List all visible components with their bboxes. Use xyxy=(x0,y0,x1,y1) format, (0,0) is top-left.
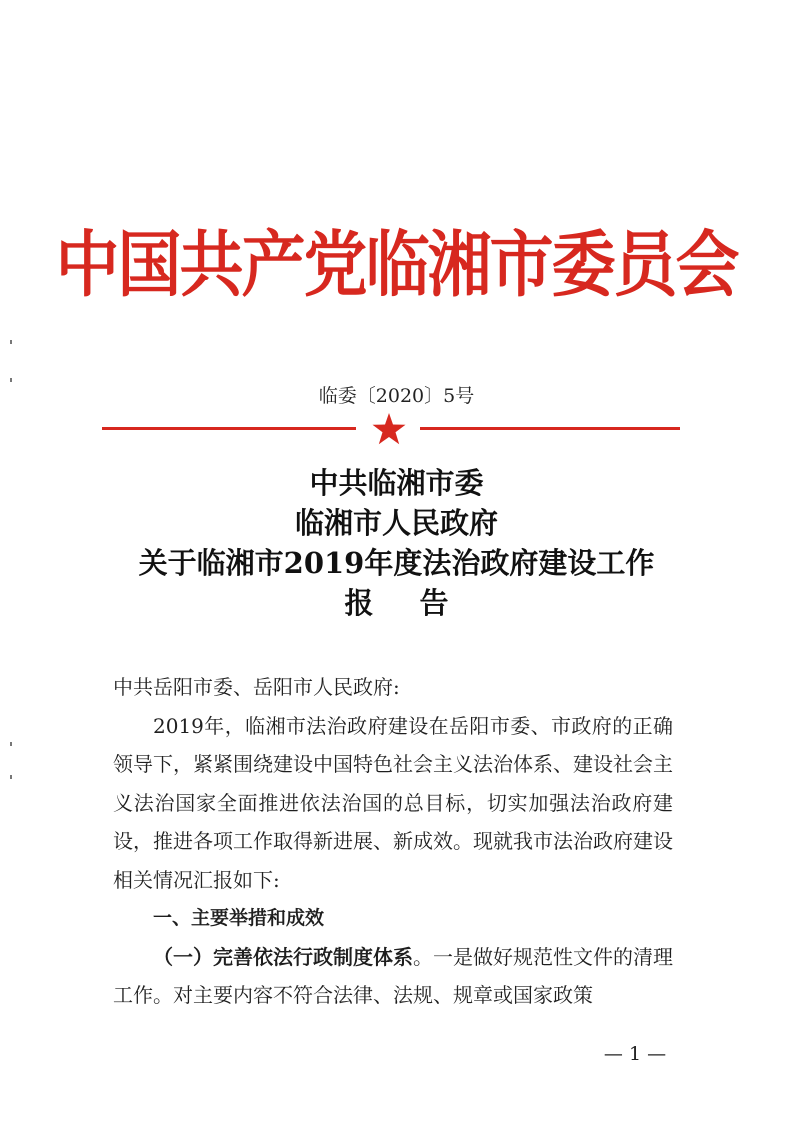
document-number: 临委〔2020〕5号 xyxy=(318,385,475,407)
scan-margin-mark xyxy=(10,775,12,779)
intro-paragraph: 2019年，临湘市法治政府建设在岳阳市委、市政府的正确领导下，紧紧围绕建设中国特色社会主义法治体系、建设社会主义法治国家全面推进依法治国的总目标，切实加强法治政府建设，推进各项工作取得新进展、新成效。现就我市法治政府建设相关情况汇报如下: xyxy=(113,713,673,892)
title-line-3: 关于临湘市2019年度法治政府建设工作 xyxy=(138,546,655,580)
star-icon xyxy=(372,413,406,445)
title-line-2: 临湘市人民政府 xyxy=(294,506,498,540)
subsection-heading-1: （一）完善依法行政制度体系 xyxy=(153,944,413,969)
subsection-text-1: 。一是做好规范性文件的清理工作。对主要内容不符合法律、法规、规章或国家政策 xyxy=(113,944,673,1007)
scan-margin-mark xyxy=(10,340,12,344)
issuing-organization-header: 中国共产党临湘市委员会 xyxy=(55,224,738,308)
title-line-4: 报告 xyxy=(344,586,495,620)
title-line-1: 中共临湘市委 xyxy=(309,466,484,500)
subsection-paragraph-1 xyxy=(113,938,673,1015)
red-divider-right xyxy=(420,427,680,430)
document-title xyxy=(0,463,793,623)
salutation: 中共岳阳市委、岳阳市人民政府: xyxy=(113,675,400,699)
document-body xyxy=(113,668,673,1015)
scan-margin-mark xyxy=(10,742,12,746)
page-number: — 1 — xyxy=(603,1043,667,1065)
red-divider-left xyxy=(102,427,356,430)
section-heading-1: 一、主要举措和成效 xyxy=(153,907,325,929)
